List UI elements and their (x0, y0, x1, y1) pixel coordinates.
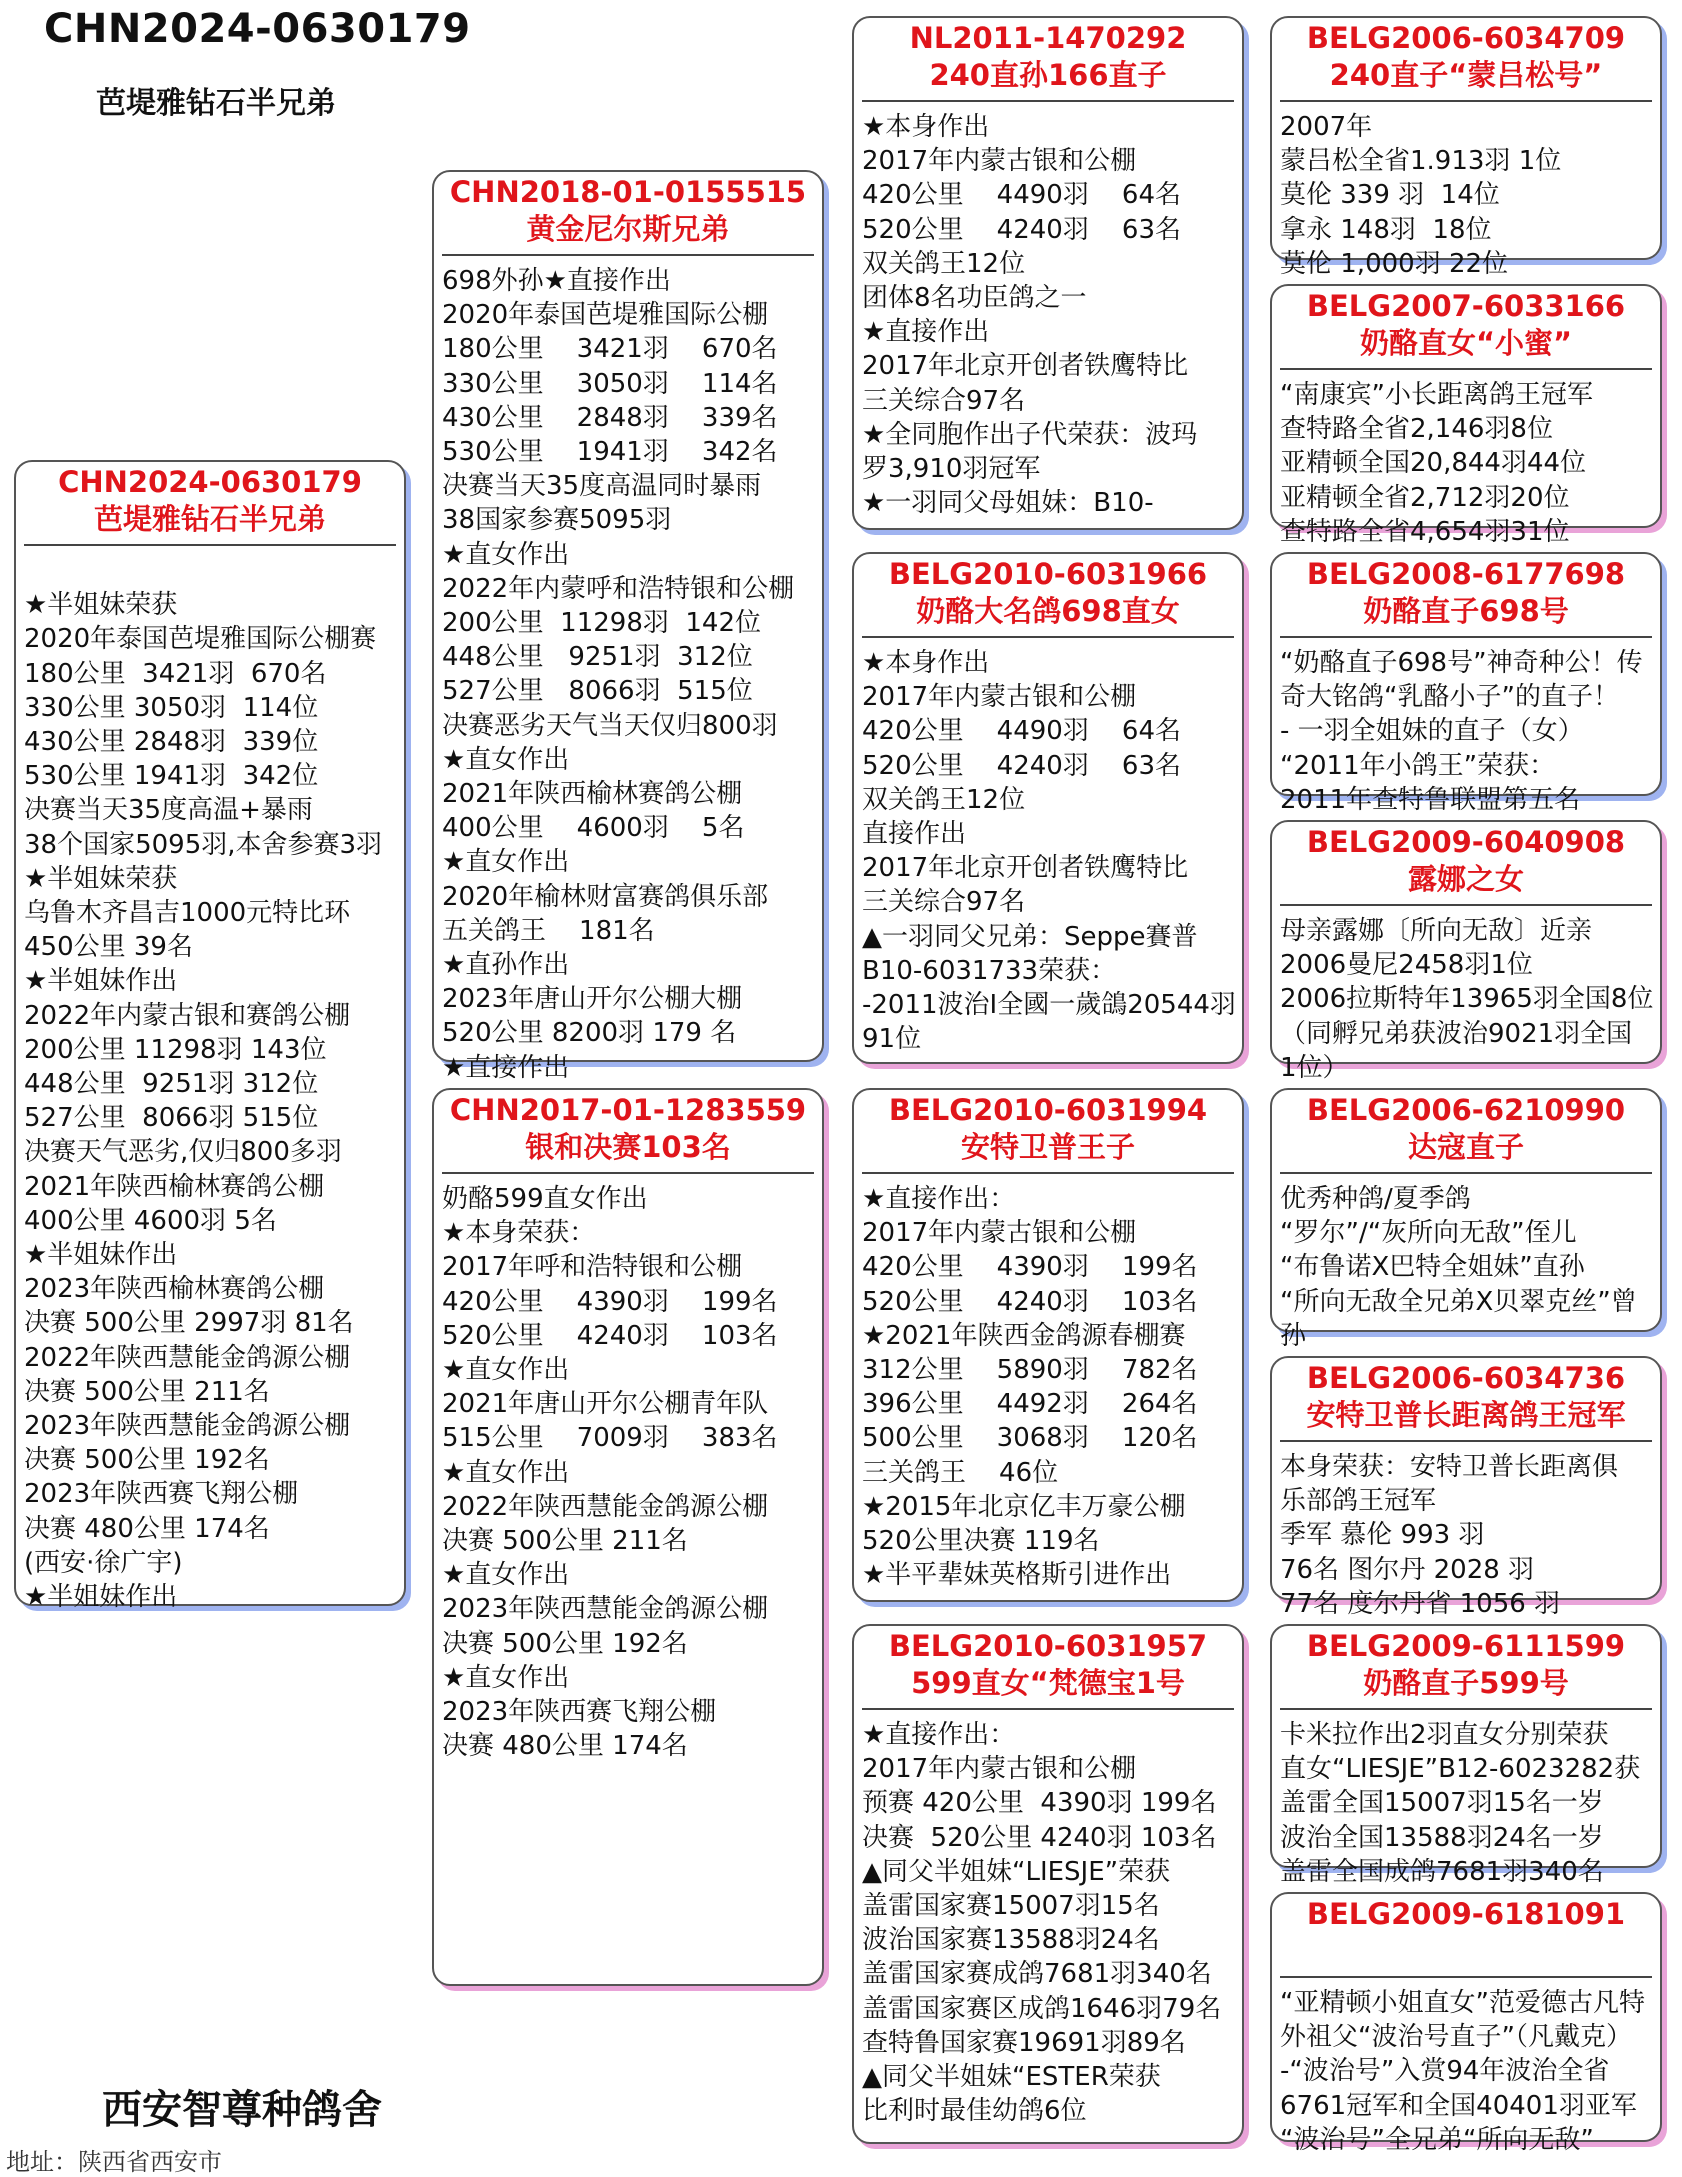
achievement-line: 520公里 4240羽 103名 (442, 1320, 778, 1351)
card-heading (854, 18, 1242, 94)
pigeon-name: 240直子“蒙吕松号” (1329, 58, 1603, 92)
pedigree-card-dss (1270, 1088, 1662, 1351)
achievement-line: 2006拉斯特年13965羽全国8位 (1280, 984, 1654, 1015)
achievement-line: 蒙吕松全省1.913羽 1位 (1280, 146, 1562, 177)
achievement-line: 312公里 5890羽 782名 (862, 1355, 1198, 1386)
achievement-line: 2022年内蒙古银和赛鸽公棚 (24, 1000, 351, 1031)
achievement-line: 400公里 4600羽 5名 (442, 813, 745, 844)
ring-number: CHN2024-0630179 (58, 465, 362, 499)
achievement-line: 双关鸽王12位 (862, 784, 1026, 815)
pedigree-card-sire-sire (852, 16, 1244, 530)
pedigree-card-sire (432, 170, 824, 1083)
achievement-line: 双关鸽王12位 (862, 248, 1026, 279)
achievement-line: 盖雷国家赛区成鸽1646羽79名 (862, 1993, 1222, 2024)
achievement-line: 决赛 500公里 192名 (24, 1445, 270, 1476)
achievement-line: “2011年小鸽王”荣获： (1280, 750, 1556, 781)
achievement-line: 420公里 4490羽 64名 (862, 716, 1181, 747)
achievement-line: “南康宾”小长距离鸽王冠军 (1280, 380, 1593, 410)
pedigree-card-ddd (1270, 1892, 1662, 2155)
ring-number: BELG2008-6177698 (1306, 557, 1626, 591)
achievement-line: ★直接作出： (862, 1184, 1016, 1214)
achievement-line: “奶酪直子698号”神奇种公！传 (1280, 648, 1643, 678)
achievement-line: 乐部鸽王冠军 (1280, 1486, 1437, 1517)
achievement-line: 2017年呼和浩特银和公棚 (442, 1252, 743, 1283)
achievement-line: 拿永 148羽 18位 (1280, 214, 1492, 245)
achievement-line: 决赛 480公里 174名 (24, 1513, 270, 1544)
card-heading (1272, 554, 1660, 630)
ring-number: BELG2009-6111599 (1306, 1629, 1626, 1663)
pigeon-name: 240直孙166直子 (929, 58, 1167, 92)
achievement-line: 莫伦 339 羽 14位 (1280, 180, 1500, 211)
achievement-line: 查特鲁国家赛19691羽89名 (862, 2027, 1186, 2058)
ring-number: BELG2010-6031966 (888, 557, 1208, 591)
achievement-line: ★2021年陕西金鸽源春棚赛 (862, 1320, 1186, 1351)
achievement-line: ★半姐妹作出 (24, 1240, 178, 1271)
achievement-line: ★半姐妹荣获 (24, 863, 178, 894)
achievement-line: 530公里 1941羽 342名 (442, 437, 778, 468)
achievement-line: 盖雷国家赛15007羽15名 (862, 1891, 1160, 1922)
pedigree-card-dam (432, 1088, 824, 1986)
card-heading (1272, 286, 1660, 362)
achievement-line: 2017年内蒙古银和公棚 (862, 1218, 1137, 1249)
pedigree-card-sdd (1270, 820, 1662, 1083)
achievement-line: 38国家参赛5095羽 (442, 505, 672, 536)
achievement-line: 卡米拉作出2羽直女分别荣获 (1280, 1720, 1609, 1750)
achievement-text (1272, 906, 1660, 1085)
card-heading (1272, 822, 1660, 898)
achievement-line: 盖雷全国15007羽15名一岁 (1280, 1788, 1604, 1819)
achievement-line: ▲一羽同父兄弟：Seppe賽普 (862, 921, 1198, 952)
pigeon-name: 599直女“梵德宝1号 (911, 1666, 1185, 1700)
achievement-line: 决赛 500公里 192名 (442, 1628, 688, 1659)
achievement-line: B10-6031733荣获： (862, 955, 1117, 986)
ring-number: BELG2010-6031994 (888, 1093, 1208, 1127)
achievement-line: 罗3,910羽冠军 (862, 454, 1041, 485)
achievement-line: ▲同父半姐妹“ESTER荣获 (862, 2062, 1161, 2093)
ring-number: BELG2010-6031957 (888, 1629, 1208, 1663)
achievement-line: 决赛当天35度高温同时暴雨 (442, 471, 762, 502)
achievement-line: 决赛 500公里 2997羽 81名 (24, 1308, 354, 1339)
card-heading (434, 172, 822, 248)
achievement-line: 决赛 500公里 211名 (442, 1526, 688, 1557)
achievement-text (854, 1710, 1242, 2128)
achievement-line: 母亲露娜〔所向无敌〕近亲 (1280, 916, 1593, 946)
achievement-line: 决赛 520公里 4240羽 103名 (862, 1822, 1217, 1853)
achievement-line: 直接作出 (862, 819, 967, 850)
pigeon-name: 芭堤雅钻石半兄弟 (93, 502, 326, 536)
achievement-text (1272, 1978, 1660, 2157)
achievement-line: 2023年陕西赛飞翔公棚 (24, 1479, 299, 1510)
achievement-line: 查特路全省4,654羽31位 (1280, 516, 1570, 547)
achievement-line: 2022年陕西慧能金鸽源公棚 (24, 1342, 351, 1373)
pigeon-name: 奶酪直女“小蜜” (1359, 326, 1573, 360)
achievement-line: 520公里 8200羽 179 名 (442, 1018, 737, 1049)
achievement-line: 2007年 (1280, 112, 1373, 142)
achievement-line: 396公里 4492羽 264名 (862, 1389, 1198, 1420)
pedigree-card-sire-dam (852, 552, 1244, 1064)
achievement-line: 2017年北京开创者铁鹰特比 (862, 853, 1189, 884)
pigeon-name: 奶酪大名鸽698直女 (916, 594, 1180, 628)
achievement-line: 决赛恶劣天气当天仅归800羽 (442, 710, 778, 741)
achievement-line: 决赛 480公里 174名 (442, 1731, 688, 1762)
achievement-line: 五关鸽王 181名 (442, 915, 655, 946)
card-heading (434, 1090, 822, 1166)
achievement-line: ★半平辈妹英格斯引进作出 (862, 1560, 1172, 1591)
achievement-line: ★2015年北京亿丰万豪公棚 (862, 1491, 1186, 1522)
pedigree-card-sds (1270, 552, 1662, 815)
achievement-line: 直女“LIESJE”B12-6023282获 (1280, 1754, 1641, 1785)
card-heading (1272, 1090, 1660, 1166)
achievement-line: 孙 (1280, 1320, 1307, 1351)
achievement-line: ★半姐妹荣获 (24, 590, 178, 621)
ring-number: BELG2007-6033166 (1306, 289, 1626, 323)
achievement-line: 2017年内蒙古银和公棚 (862, 682, 1137, 713)
pigeon-name: 达寇直子 (1407, 1130, 1524, 1164)
achievement-line: 波治国家赛13588羽24名 (862, 1925, 1160, 1956)
pigeon-name: 安特卫普长距离鸽王冠军 (1306, 1398, 1626, 1432)
achievement-line: 团体8名功臣鸽之一 (862, 283, 1087, 314)
pedigree-card-dsd (1270, 1356, 1662, 1619)
pedigree-card-dds (1270, 1624, 1662, 1887)
pigeon-name: 黄金尼尔斯兄弟 (526, 212, 730, 246)
achievement-line: ★直女作出 (442, 1662, 570, 1693)
achievement-text (1272, 1442, 1660, 1621)
achievement-line: “波治号”全兄弟“所向无敌” (1280, 2124, 1594, 2155)
achievement-line: 77名 度尔丹省 1056 羽 (1280, 1588, 1561, 1619)
pigeon-name (1272, 1933, 1660, 1970)
achievement-line: 180公里 3421羽 670名 (442, 334, 778, 365)
achievement-line: 448公里 9251羽 312位 (442, 642, 753, 673)
achievement-line: 优秀种鸽/夏季鸽 (1280, 1184, 1471, 1214)
achievement-line: 200公里 11298羽 142位 (442, 608, 762, 639)
pedigree-card-sss (1270, 16, 1662, 279)
achievement-line: 180公里 3421羽 670名 (24, 658, 327, 689)
achievement-line (24, 554, 396, 588)
achievement-line: 2017年北京开创者铁鹰特比 (862, 351, 1189, 382)
achievement-line: 38个国家5095羽,本舍参赛3羽 (24, 829, 383, 860)
ring-number: BELG2009-6181091 (1306, 1897, 1626, 1931)
achievement-line: 盖雷国家赛成鸽7681羽340名 (862, 1959, 1212, 1990)
achievement-line: 决赛天气恶劣,仅归800多羽 (24, 1137, 342, 1168)
loft-name-footer: 西安智尊种鸽舍 (102, 2087, 382, 2133)
achievement-line: 520公里 4240羽 63名 (862, 214, 1181, 245)
pedigree-card-subject (14, 460, 406, 1613)
achievement-line: 2023年陕西赛飞翔公棚 (442, 1697, 717, 1728)
achievement-line: ★一羽同父母姐妹：B10- (862, 488, 1154, 519)
card-heading (854, 1090, 1242, 1166)
achievement-line: ★直女作出 (442, 539, 570, 570)
achievement-line: 6761冠军和全国40401羽亚军 (1280, 2090, 1637, 2121)
pigeon-name: 奶酪直子698号 (1363, 594, 1569, 628)
pedigree-card-dam-sire (852, 1088, 1244, 1602)
achievement-line: 330公里 3050羽 114名 (442, 368, 778, 399)
achievement-line: ★半姐妹作出 (24, 1582, 178, 1613)
achievement-text (434, 256, 822, 1085)
pigeon-name: 安特卫普王子 (960, 1130, 1135, 1164)
achievement-line: “所向无敌全兄弟X贝翠克丝”曾 (1280, 1286, 1637, 1317)
achievement-line: ★半姐妹作出 (24, 966, 178, 997)
achievement-line: 预赛 420公里 4390羽 199名 (862, 1788, 1217, 1819)
card-heading (1272, 1626, 1660, 1702)
achievement-line: -2011波治I全國一歲鴿20544羽 (862, 990, 1236, 1021)
achievement-line: 2017年内蒙古银和公棚 (862, 146, 1137, 177)
achievement-line: 2020年榆林财富赛鸽俱乐部 (442, 881, 769, 912)
achievement-line: 2011年查特鲁联盟第五名 (1280, 784, 1581, 815)
achievement-line: - 一羽全姐妹的直子（女） (1280, 716, 1584, 747)
achievement-line: 2021年陕西榆林赛鸽公棚 (24, 1171, 325, 1202)
achievement-line: ★直孙作出 (442, 950, 570, 981)
achievement-line: ★直女作出 (442, 847, 570, 878)
pigeon-name: 奶酪直子599号 (1363, 1666, 1569, 1700)
achievement-line: ▲同父半姐妹“LIESJE”荣获 (862, 1856, 1171, 1887)
achievement-line: ★直接作出 (862, 317, 990, 348)
achievement-line: ★本身作出 (862, 648, 990, 678)
achievement-line: ★本身作出 (862, 112, 990, 142)
achievement-text (434, 1174, 822, 1763)
achievement-line: 448公里 9251羽 312位 (24, 1069, 319, 1100)
achievement-line: 515公里 7009羽 383名 (442, 1423, 778, 1454)
achievement-line: ★直女作出 (442, 1355, 570, 1386)
pedigree-card-dam-dam (852, 1624, 1244, 2144)
achievement-line: 波治全国13588羽24名一岁 (1280, 1822, 1604, 1853)
card-heading (1272, 1894, 1660, 1970)
achievement-text (1272, 638, 1660, 817)
achievement-line: 76名 图尔丹 2028 羽 (1280, 1554, 1535, 1585)
achievement-line: 奶酪599直女作出 (442, 1184, 648, 1214)
achievement-line: 698外孙★直接作出 (442, 266, 671, 296)
achievement-line: 2021年唐山开尔公棚青年队 (442, 1389, 769, 1420)
achievement-line: 本身荣获：安特卫普长距离俱 (1280, 1452, 1619, 1482)
achievement-line: 200公里 11298羽 143位 (24, 1034, 327, 1065)
achievement-text (854, 638, 1242, 1056)
ring-number: CHN2018-01-0155515 (449, 175, 807, 209)
achievement-line: ★直女作出 (442, 744, 570, 775)
achievement-text (854, 102, 1242, 520)
achievement-line: 520公里决赛 119名 (862, 1526, 1100, 1557)
achievement-line: 比利时最佳幼鸽6位 (862, 2096, 1087, 2127)
ring-number: BELG2006-6034736 (1306, 1361, 1626, 1395)
achievement-line: 527公里 8066羽 515位 (24, 1103, 319, 1134)
achievement-line: 430公里 2848羽 339位 (24, 727, 319, 758)
achievement-line: 2006曼尼2458羽1位 (1280, 950, 1533, 981)
achievement-line: 盖雷全国成鸽7681羽340名 (1280, 1856, 1604, 1887)
achievement-line: ★本身荣获： (442, 1218, 596, 1249)
achievement-line: 420公里 4390羽 199名 (442, 1286, 778, 1317)
achievement-line: “亚精顿小姐直女”范爱德古凡特 (1280, 1988, 1645, 2018)
pedigree-card-ssd (1270, 284, 1662, 547)
achievement-text (1272, 370, 1660, 549)
achievement-line: 1位） (1280, 1052, 1349, 1083)
address-footer: 地址：陕西省西安市 (6, 2148, 222, 2176)
card-heading (16, 462, 404, 538)
achievement-text (854, 1174, 1242, 1592)
achievement-line: ★直女作出 (442, 1457, 570, 1488)
achievement-line: ★直女作出 (442, 1560, 570, 1591)
achievement-line: 520公里 4240羽 63名 (862, 750, 1181, 781)
card-heading (854, 554, 1242, 630)
achievement-line: 三关综合97名 (862, 887, 1026, 918)
achievement-line: -“波治号”入赏94年波治全省 (1280, 2056, 1610, 2087)
achievement-line: 决赛 500公里 211名 (24, 1376, 270, 1407)
achievement-line: 亚精顿全省2,712羽20位 (1280, 482, 1570, 513)
achievement-line: 2023年陕西慧能金鸽源公棚 (24, 1411, 351, 1442)
achievement-line: 2017年内蒙古银和公棚 (862, 1754, 1137, 1785)
achievement-line: 三关综合97名 (862, 385, 1026, 416)
achievement-line: (西安·徐广宇) (24, 1547, 183, 1578)
achievement-line: 520公里 4240羽 103名 (862, 1286, 1198, 1317)
achievement-line: 2022年内蒙呼和浩特银和公棚 (442, 573, 795, 604)
pigeon-name-header: 芭堤雅钻石半兄弟 (96, 86, 336, 121)
ring-number: BELG2009-6040908 (1306, 825, 1626, 859)
achievement-line: 三关鸽王 46位 (862, 1457, 1059, 1488)
achievement-line: 91位 (862, 1024, 922, 1055)
ring-number: BELG2006-6034709 (1306, 21, 1626, 55)
ring-number: CHN2017-01-1283559 (449, 1093, 807, 1127)
achievement-line: 莫伦 1,000羽 22位 (1280, 248, 1509, 279)
achievement-line: ★直接作出 (442, 1052, 570, 1083)
achievement-line: 400公里 4600羽 5名 (24, 1205, 277, 1236)
ring-number: NL2011-1470292 (909, 21, 1187, 55)
achievement-line: ★全同胞作出子代荣获：波玛 (862, 419, 1198, 450)
achievement-line: 527公里 8066羽 515位 (442, 676, 753, 707)
ring-number: BELG2006-6210990 (1306, 1093, 1626, 1127)
achievement-line: 奇大铭鸽“乳酪小子”的直子！ (1280, 682, 1619, 713)
card-heading (1272, 1358, 1660, 1434)
achievement-line: 330公里 3050羽 114位 (24, 692, 319, 723)
achievement-line: 420公里 4390羽 199名 (862, 1252, 1198, 1283)
achievement-line: 500公里 3068羽 120名 (862, 1423, 1198, 1454)
achievement-line: 亚精顿全国20,844羽44位 (1280, 448, 1587, 479)
achievement-line: 430公里 2848羽 339名 (442, 402, 778, 433)
achievement-line: 450公里 39名 (24, 932, 193, 963)
achievement-line: 2023年陕西榆林赛鸽公棚 (24, 1274, 325, 1305)
achievement-line: “罗尔”/“灰所向无敌”侄儿 (1280, 1218, 1577, 1249)
achievement-line: 2021年陕西榆林赛鸽公棚 (442, 779, 743, 810)
pigeon-name: 露娜之女 (1407, 862, 1524, 896)
achievement-line: 530公里 1941羽 342位 (24, 761, 319, 792)
achievement-text (1272, 1174, 1660, 1353)
achievement-line: 决赛当天35度高温+暴雨 (24, 795, 313, 826)
achievement-line: 420公里 4490羽 64名 (862, 180, 1181, 211)
achievement-line: 2023年唐山开尔公棚大棚 (442, 984, 743, 1015)
achievement-line: 外祖父“波治号直子”（凡戴克） (1280, 2022, 1632, 2053)
achievement-line: 2023年陕西慧能金鸽源公棚 (442, 1594, 769, 1625)
achievement-line: 2020年泰国芭堤雅国际公棚赛 (24, 624, 377, 655)
card-heading (1272, 18, 1660, 94)
achievement-line: 季军 慕伦 993 羽 (1280, 1520, 1485, 1551)
card-heading (854, 1626, 1242, 1702)
achievement-text (1272, 102, 1660, 281)
achievement-line: 2020年泰国芭堤雅国际公棚 (442, 300, 769, 331)
pigeon-name: 银和决赛103名 (525, 1130, 731, 1164)
achievement-line: 2022年陕西慧能金鸽源公棚 (442, 1491, 769, 1522)
achievement-line: ★直接作出： (862, 1720, 1016, 1750)
achievement-line: （同孵兄弟获波治9021羽全国 (1280, 1018, 1633, 1049)
achievement-line: “布鲁诺X巴特全姐妹”直孙 (1280, 1252, 1585, 1283)
pigeon-ring-id-header: CHN2024-0630179 (44, 6, 471, 52)
achievement-line: 乌鲁木齐昌吉1000元特比环 (24, 898, 351, 929)
achievement-text (16, 546, 404, 1614)
achievement-text (1272, 1710, 1660, 1889)
achievement-line: 查特路全省2,146羽8位 (1280, 414, 1553, 445)
